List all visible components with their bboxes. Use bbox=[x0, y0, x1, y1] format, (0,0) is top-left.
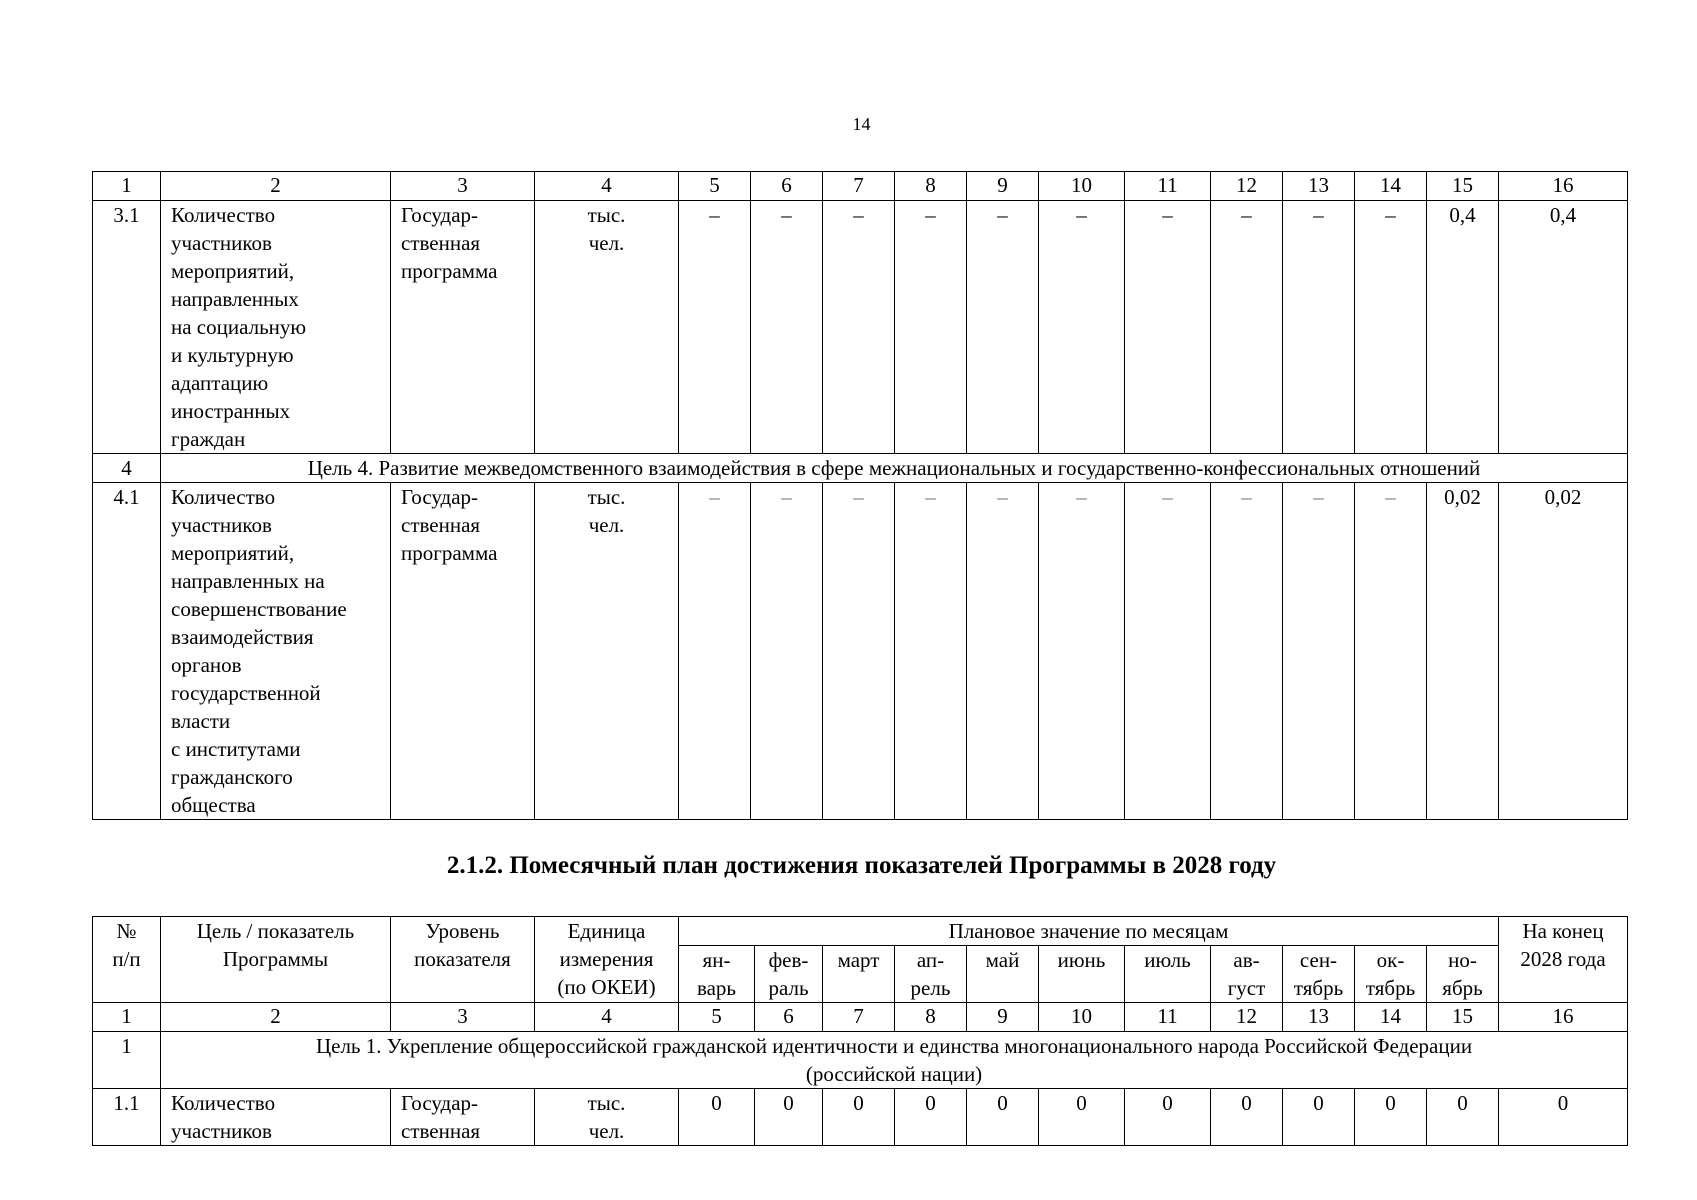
header-level: Уровень показателя bbox=[391, 917, 535, 1003]
column-number: 11 bbox=[1125, 172, 1211, 201]
section-title: 2.1.2. Помесячный план достижения показателей Программы в 2028 году bbox=[446, 852, 1277, 879]
value-cell: – bbox=[1211, 201, 1283, 454]
value-cell: – bbox=[1125, 201, 1211, 454]
end-value-cell: 0 bbox=[1499, 1089, 1628, 1146]
column-number: 9 bbox=[967, 172, 1039, 201]
value-cell: – bbox=[895, 201, 967, 454]
header-num: № п/п bbox=[93, 917, 161, 1003]
month-may: май bbox=[967, 946, 1039, 1003]
value-cell: 0 bbox=[1283, 1089, 1355, 1146]
value-cell: 0 bbox=[1125, 1089, 1211, 1146]
header-indicator: Цель / показатель Программы bbox=[161, 917, 391, 1003]
row-number: 4 bbox=[93, 454, 161, 483]
column-number: 6 bbox=[751, 172, 823, 201]
column-number: 1 bbox=[93, 1003, 161, 1032]
indicator-name: Количество участников мероприятий, направленных на совершенствование взаимодействия органов государственной власти с институтами гражданского общества bbox=[161, 483, 391, 820]
column-number: 3 bbox=[391, 1003, 535, 1032]
column-number: 16 bbox=[1499, 172, 1628, 201]
unit-of-measure: тыс. чел. bbox=[535, 201, 679, 454]
value-cell: – bbox=[1355, 483, 1427, 820]
value-cell: 0 bbox=[895, 1089, 967, 1146]
value-cell: 0 bbox=[1211, 1089, 1283, 1146]
column-number: 5 bbox=[679, 1003, 755, 1032]
value-cell: – bbox=[895, 483, 967, 820]
value-cell: – bbox=[1211, 483, 1283, 820]
value-cell: 0,02 bbox=[1427, 483, 1499, 820]
row-number: 1.1 bbox=[93, 1089, 161, 1146]
column-number: 11 bbox=[1125, 1003, 1211, 1032]
column-number: 13 bbox=[1283, 1003, 1355, 1032]
column-number: 13 bbox=[1283, 172, 1355, 201]
goal-row bbox=[93, 1032, 1628, 1089]
value-cell: – bbox=[1125, 483, 1211, 820]
indicator-level: Государ- ственная bbox=[391, 1089, 535, 1146]
unit-of-measure: тыс. чел. bbox=[535, 1089, 679, 1146]
value-cell: 0 bbox=[823, 1089, 895, 1146]
month-january: ян- варь bbox=[679, 946, 755, 1003]
column-number: 9 bbox=[967, 1003, 1039, 1032]
column-number: 15 bbox=[1427, 1003, 1499, 1032]
value-cell: 0 bbox=[679, 1089, 755, 1146]
value-cell: – bbox=[1039, 483, 1125, 820]
value-cell: – bbox=[1283, 483, 1355, 820]
table-row bbox=[93, 201, 1628, 454]
value-cell: – bbox=[751, 201, 823, 454]
goal-row bbox=[93, 454, 1628, 483]
column-number: 8 bbox=[895, 172, 967, 201]
row-number: 1 bbox=[93, 1032, 161, 1089]
unit-of-measure: тыс. чел. bbox=[535, 483, 679, 820]
value-cell: 0 bbox=[1355, 1089, 1427, 1146]
column-number: 8 bbox=[895, 1003, 967, 1032]
value-cell: 0 bbox=[967, 1089, 1039, 1146]
column-number-row bbox=[93, 172, 1628, 201]
goal-title: Цель 4. Развитие межведомственного взаимодействия в сфере межнациональных и государственно-конфессиональных отношений bbox=[161, 454, 1628, 483]
column-number: 2 bbox=[161, 1003, 391, 1032]
column-number: 2 bbox=[161, 172, 391, 201]
column-number: 16 bbox=[1499, 1003, 1628, 1032]
column-number: 7 bbox=[823, 172, 895, 201]
row-number: 3.1 bbox=[93, 201, 161, 454]
column-number: 10 bbox=[1039, 1003, 1125, 1032]
value-cell: – bbox=[823, 483, 895, 820]
goal-title: Цель 1. Укрепление общероссийской гражданской идентичности и единства многонационального народа Российской Федерации (российской нации) bbox=[161, 1032, 1628, 1089]
header-end-value: На конец 2028 года bbox=[1499, 917, 1628, 1003]
column-number: 12 bbox=[1211, 1003, 1283, 1032]
value-cell: – bbox=[1039, 201, 1125, 454]
month-march: март bbox=[823, 946, 895, 1003]
page-number: 14 bbox=[852, 114, 871, 134]
column-number: 4 bbox=[535, 1003, 679, 1032]
column-number-row bbox=[93, 1003, 1628, 1032]
value-cell: 0 bbox=[1427, 1089, 1499, 1146]
row-number: 4.1 bbox=[93, 483, 161, 820]
value-cell: – bbox=[679, 201, 751, 454]
month-february: фев- раль bbox=[755, 946, 823, 1003]
value-cell: – bbox=[967, 483, 1039, 820]
value-cell: – bbox=[679, 483, 751, 820]
table-row bbox=[93, 1089, 1628, 1146]
indicator-level: Государ- ственная программа bbox=[391, 201, 535, 454]
month-november: но- ябрь bbox=[1427, 946, 1499, 1003]
value-cell: – bbox=[751, 483, 823, 820]
column-number: 5 bbox=[679, 172, 751, 201]
table-row bbox=[93, 483, 1628, 820]
header-unit: Единица измерения (по ОКЕИ) bbox=[535, 917, 679, 1003]
column-number: 14 bbox=[1355, 1003, 1427, 1032]
header-row bbox=[93, 917, 1628, 946]
month-september: сен- тябрь bbox=[1283, 946, 1355, 1003]
column-number: 6 bbox=[755, 1003, 823, 1032]
month-august: ав- густ bbox=[1211, 946, 1283, 1003]
column-number: 7 bbox=[823, 1003, 895, 1032]
indicator-level: Государ- ственная программа bbox=[391, 483, 535, 820]
column-number: 3 bbox=[391, 172, 535, 201]
value-cell: – bbox=[967, 201, 1039, 454]
month-october: ок- тябрь bbox=[1355, 946, 1427, 1003]
column-number: 15 bbox=[1427, 172, 1499, 201]
value-cell: – bbox=[823, 201, 895, 454]
indicators-table-continued bbox=[92, 171, 1628, 820]
indicator-name: Количество участников bbox=[161, 1089, 391, 1146]
value-cell: 0 bbox=[1039, 1089, 1125, 1146]
month-april: ап- рель bbox=[895, 946, 967, 1003]
value-cell: 0,4 bbox=[1427, 201, 1499, 454]
value-cell: 0 bbox=[755, 1089, 823, 1146]
column-number: 4 bbox=[535, 172, 679, 201]
end-value-cell: 0,02 bbox=[1499, 483, 1628, 820]
value-cell: – bbox=[1283, 201, 1355, 454]
column-number: 14 bbox=[1355, 172, 1427, 201]
column-number: 10 bbox=[1039, 172, 1125, 201]
monthly-plan-table bbox=[92, 916, 1628, 1146]
month-june: июнь bbox=[1039, 946, 1125, 1003]
end-value-cell: 0,4 bbox=[1499, 201, 1628, 454]
header-monthly-title: Плановое значение по месяцам bbox=[679, 917, 1499, 946]
month-july: июль bbox=[1125, 946, 1211, 1003]
column-number: 1 bbox=[93, 172, 161, 201]
indicator-name: Количество участников мероприятий, направленных на социальную и культурную адаптацию иностранных граждан bbox=[161, 201, 391, 454]
value-cell: – bbox=[1355, 201, 1427, 454]
column-number: 12 bbox=[1211, 172, 1283, 201]
